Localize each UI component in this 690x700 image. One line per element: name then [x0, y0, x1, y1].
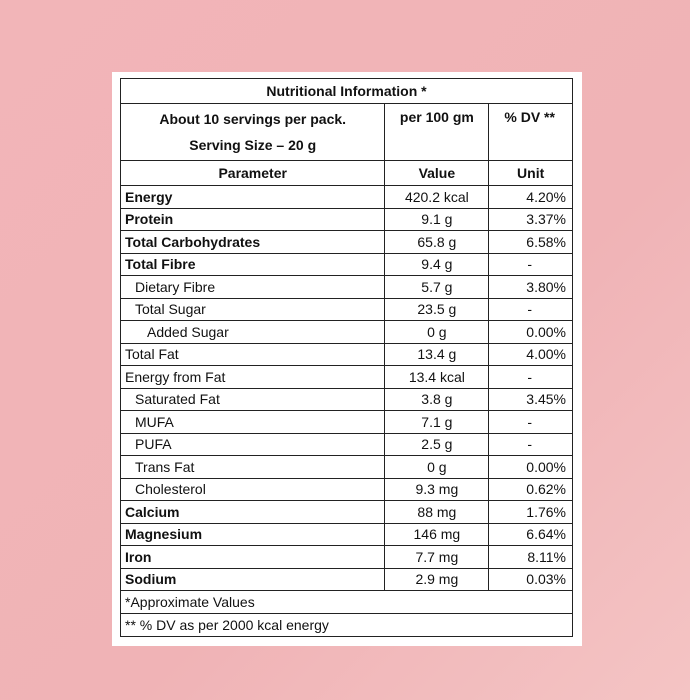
serving-info	[121, 104, 385, 161]
nutrient-dv: 8.11%	[489, 546, 573, 569]
unit-header: Unit	[489, 161, 573, 186]
nutrient-value: 7.1 g	[385, 411, 489, 434]
nutrient-name: Magnesium	[121, 523, 385, 546]
nutrient-name: Iron	[121, 546, 385, 569]
nutrient-value: 9.1 g	[385, 208, 489, 231]
nutrient-name: MUFA	[121, 411, 385, 434]
nutrient-value: 420.2 kcal	[385, 186, 489, 209]
table-title-row	[121, 79, 573, 104]
note-row	[121, 614, 573, 637]
table-row	[121, 501, 573, 524]
nutrient-name: Sodium	[121, 568, 385, 591]
per-100gm-header: per 100 gm	[385, 104, 489, 161]
nutrient-dv: -	[489, 298, 573, 321]
table-row	[121, 231, 573, 254]
dv-note: ** % DV as per 2000 kcal energy	[121, 614, 573, 637]
approx-note: *Approximate Values	[121, 591, 573, 614]
nutrient-dv: 4.20%	[489, 186, 573, 209]
table-row	[121, 546, 573, 569]
nutrient-dv: 0.00%	[489, 456, 573, 479]
nutrient-value: 5.7 g	[385, 276, 489, 299]
nutrient-name: PUFA	[121, 433, 385, 456]
nutrient-name: Protein	[121, 208, 385, 231]
serving-row	[121, 104, 573, 161]
nutrient-value: 146 mg	[385, 523, 489, 546]
nutrition-card	[112, 72, 582, 646]
nutrient-dv: -	[489, 411, 573, 434]
servings-per-pack: About 10 servings per pack.	[159, 111, 347, 127]
table-row	[121, 366, 573, 389]
table-row	[121, 186, 573, 209]
table-row	[121, 456, 573, 479]
nutrient-dv: 0.03%	[489, 568, 573, 591]
nutrient-value: 7.7 mg	[385, 546, 489, 569]
nutrient-dv: 3.37%	[489, 208, 573, 231]
nutrient-dv: 1.76%	[489, 501, 573, 524]
nutrient-name: Total Fat	[121, 343, 385, 366]
dv-header: % DV **	[489, 104, 573, 161]
nutrient-name: Total Carbohydrates	[121, 231, 385, 254]
column-header-row	[121, 161, 573, 186]
nutrient-name: Trans Fat	[121, 456, 385, 479]
nutrient-name: Total Sugar	[121, 298, 385, 321]
table-row	[121, 523, 573, 546]
value-header: Value	[385, 161, 489, 186]
nutrient-value: 3.8 g	[385, 388, 489, 411]
nutrient-value: 88 mg	[385, 501, 489, 524]
nutrient-value: 23.5 g	[385, 298, 489, 321]
nutrient-value: 2.5 g	[385, 433, 489, 456]
table-row	[121, 321, 573, 344]
nutrient-dv: 3.80%	[489, 276, 573, 299]
nutrition-table	[120, 78, 573, 637]
nutrient-name: Calcium	[121, 501, 385, 524]
nutrient-dv: 6.58%	[489, 231, 573, 254]
nutrient-value: 13.4 g	[385, 343, 489, 366]
table-title: Nutritional Information *	[121, 79, 573, 104]
note-row	[121, 591, 573, 614]
nutrient-value: 65.8 g	[385, 231, 489, 254]
nutrient-dv: 0.62%	[489, 478, 573, 501]
nutrient-dv: 3.45%	[489, 388, 573, 411]
parameter-header: Parameter	[121, 161, 385, 186]
table-row	[121, 298, 573, 321]
table-row	[121, 433, 573, 456]
nutrient-rows	[121, 186, 573, 591]
nutrient-value: 0 g	[385, 321, 489, 344]
nutrient-dv: -	[489, 253, 573, 276]
nutrient-name: Energy	[121, 186, 385, 209]
nutrient-value: 13.4 kcal	[385, 366, 489, 389]
nutrient-dv: -	[489, 366, 573, 389]
nutrient-value: 2.9 mg	[385, 568, 489, 591]
nutrient-name: Saturated Fat	[121, 388, 385, 411]
nutrient-dv: -	[489, 433, 573, 456]
table-row	[121, 253, 573, 276]
nutrient-dv: 4.00%	[489, 343, 573, 366]
nutrient-value: 0 g	[385, 456, 489, 479]
nutrient-name: Total Fibre	[121, 253, 385, 276]
nutrient-dv: 6.64%	[489, 523, 573, 546]
table-row	[121, 208, 573, 231]
nutrient-value: 9.4 g	[385, 253, 489, 276]
table-row	[121, 276, 573, 299]
nutrient-name: Cholesterol	[121, 478, 385, 501]
table-row	[121, 411, 573, 434]
nutrient-name: Added Sugar	[121, 321, 385, 344]
table-row	[121, 478, 573, 501]
serving-size: Serving Size – 20 g	[189, 137, 317, 153]
nutrient-value: 9.3 mg	[385, 478, 489, 501]
nutrient-name: Energy from Fat	[121, 366, 385, 389]
table-row	[121, 568, 573, 591]
nutrient-name: Dietary Fibre	[121, 276, 385, 299]
nutrient-dv: 0.00%	[489, 321, 573, 344]
table-row	[121, 388, 573, 411]
table-row	[121, 343, 573, 366]
